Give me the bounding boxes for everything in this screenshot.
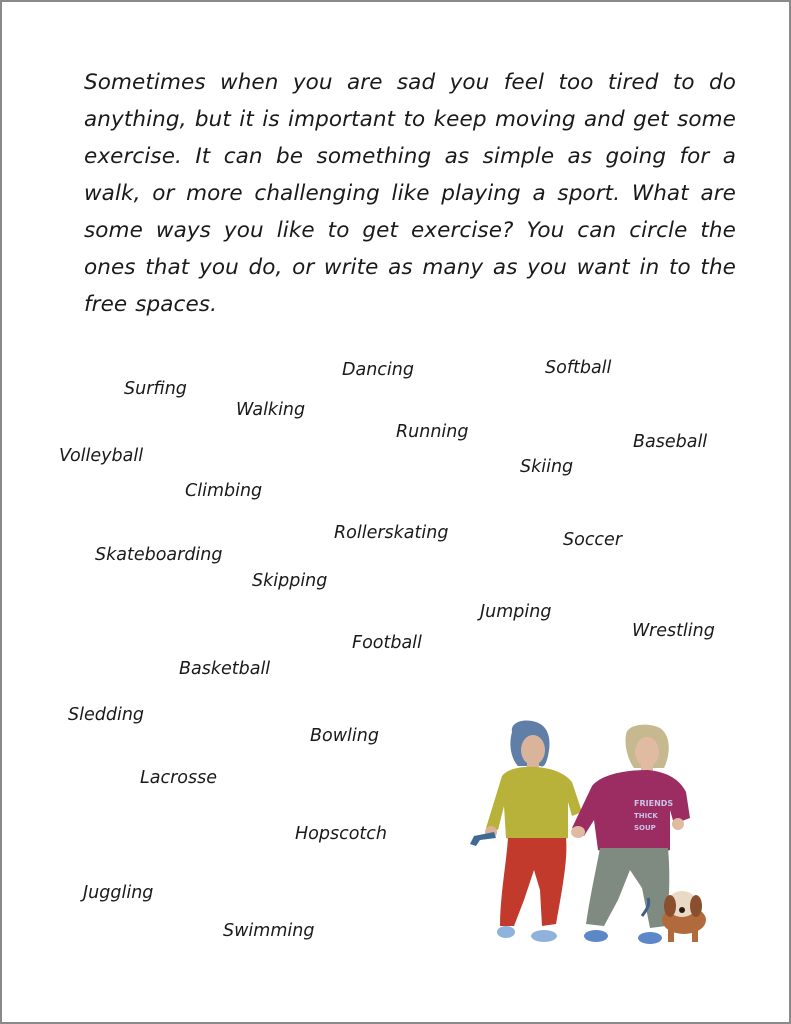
left-shoe-2	[531, 930, 557, 942]
activity-soccer[interactable]: Soccer	[563, 530, 623, 550]
activity-surfing[interactable]: Surfing	[124, 379, 187, 399]
activity-dancing[interactable]: Dancing	[342, 360, 414, 380]
activity-skateboarding[interactable]: Skateboarding	[95, 545, 223, 565]
activity-skipping[interactable]: Skipping	[252, 571, 328, 591]
activity-running[interactable]: Running	[396, 422, 469, 442]
activity-climbing[interactable]: Climbing	[185, 481, 263, 501]
activity-softball[interactable]: Softball	[545, 358, 612, 378]
svg-text:SOUP: SOUP	[634, 824, 656, 832]
activity-juggling[interactable]: Juggling	[83, 883, 154, 903]
left-face	[521, 735, 545, 765]
right-face	[635, 737, 659, 767]
sweatshirt-text: FRIENDS	[634, 799, 674, 808]
left-sweater	[486, 767, 582, 843]
right-shoe	[584, 930, 608, 942]
activity-walking[interactable]: Walking	[236, 400, 306, 420]
right-sweater	[572, 770, 690, 855]
svg-text:THICK: THICK	[634, 812, 658, 820]
intro-paragraph: Sometimes when you are sad you feel too tired to do anything, but it is important to keep moving and get some exercise. It can be something as simple as going for a walk, or more challenging like playing a sport. What are some ways you like to get exercise? You can circle the ones that you do, or write as many as you want in to the free spaces.	[84, 70, 736, 317]
activity-skiing[interactable]: Skiing	[520, 457, 574, 477]
activity-volleyball[interactable]: Volleyball	[59, 446, 144, 466]
right-pants	[586, 848, 669, 928]
activity-sledding[interactable]: Sledding	[68, 705, 145, 725]
left-pants	[500, 838, 566, 926]
activity-basketball[interactable]: Basketball	[179, 659, 271, 679]
walking-friends-illustration	[464, 720, 714, 965]
activity-football[interactable]: Football	[352, 633, 422, 653]
activity-rollerskating[interactable]: Rollerskating	[334, 523, 449, 543]
activity-swimming[interactable]: Swimming	[223, 921, 315, 941]
left-figure	[470, 720, 582, 942]
activity-bowling[interactable]: Bowling	[310, 726, 379, 746]
activity-baseball[interactable]: Baseball	[633, 432, 708, 452]
activity-jumping[interactable]: Jumping	[480, 602, 552, 622]
left-shoe	[497, 926, 515, 938]
activity-wrestling[interactable]: Wrestling	[632, 621, 715, 641]
stick-icon	[470, 832, 496, 846]
right-shoe-2	[638, 932, 662, 944]
activity-lacrosse[interactable]: Lacrosse	[140, 768, 217, 788]
activity-hopscotch[interactable]: Hopscotch	[295, 824, 387, 844]
